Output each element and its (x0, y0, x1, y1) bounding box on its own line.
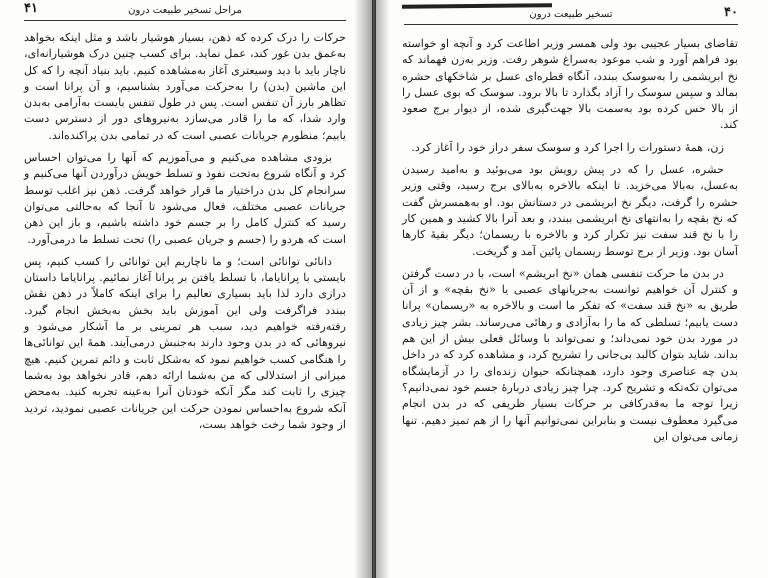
paragraph: تقاضای بسیار عجیبی بود ولی همسر وزیر اطاعت کرد و آنچه او خواسته بود فراهم آورد و شب موعود به‌سراغ شوهر رفت. وزیر به‌زن فهماند که نخ ابریشمی را به‌سوسک ببندد، آنگاه قطره‌ای عسل بر شاخکهای حشره بمالد و سپس سوسک را آزاد بگذارد تا بالا برود. سوسک که بوی عسل را از بالا حس کرده بود به‌سمت بالا جهت‌گیری شده، از دیوار برج صعود کند. (402, 37, 738, 132)
right-page-body (402, 36, 738, 451)
left-page-header (24, 1, 346, 21)
gutter-shadow (376, 0, 390, 578)
paragraph: حرکات را درک کرده که ذهن، بسیار هوشیار باشد و مثل اینکه بخواهد به‌عمق بدن غور کند، عمل نماید. برای کسب چنین درک هوشیارانه‌ای، ناچار باید با دید وسیعتری آغاز به‌مشاهده کنیم. باید بنیاد آنچه را که کل این ماشین (بدن) را به‌حرکت می‌آورد بشناسیم، و آن پرانا است و تظاهر بارز آن تنفس است. پس در طول تنفس بایست به‌آرامی به‌بدن وارد شدا، که ما را قادر می‌سازد به‌نیروهای دور از دسترس دست یابیم؛ منظورم جریانات عصبی است که در تمامی بدن پراکنده‌اند. (24, 31, 346, 142)
paragraph: در بدن ما حرکت تنفسی همان «نخ ابریشم» است، با در دست گرفتن و کنترل آن خواهیم توانست به‌جریانهای عصبی یا «نخ بقچه» و از آن طریق به «نخ قند سفت» که تفکر ما است و بالاخره به «ریسمان» پرانا دست یابیم؛ تسلطی که ما را به‌آزادی و رهائی می‌رساند. بشر چیز زیادی در مورد بدن خود نمی‌داند؛ و نمی‌تواند با وسائل فعلی بیش از این هم بداند. شاید بتوان کالبد بی‌جانی را تشریح کرد، و مشاهده کرد که در داخل بدن چه عناصری وجود دارد، همچنانکه حیوان زنده‌ای را در آزمایشگاه می‌توان تکه‌تکه و تشریح کرد. چرا چیز زیادی دربارهٔ جسم خود نمی‌دانیم؟ زیرا توجه ما به‌قدرکافی بر حرکات بسیار ظریفی که در بدن انجام می‌گیرد معطوف نیست و بنابراین نمی‌توانیم آنها را از هم تمیز دهیم. تنها زمانی می‌توان این (402, 266, 738, 443)
paragraph: دانائی توانائی است؛ و ما ناچاریم این توانائی را کسب کنیم، پس بایستی با پرانایاما، با تسلط یافتن بر پرانا آغاز نمائیم. پرانایاما داستان درازی دارد لذا باید بسیاری تعالیم را برای اینکه کاملاً در ذهن نقش ببندد فراگرفت ولی این آموزش باید بخش به‌بخش انجام گیرد. رفته‌رفته خواهیم دید، سبب هر تمرینی بر ما آشکار می‌شود و نیروهائی که در بدن وجود دارند به‌جنبش درمی‌آیند. همهٔ این توانائی‌ها را هنگامی کسب خواهیم نمود که به‌شکل ثابت و دائم تمرین کنیم. هیچ میزانی از استدلالی که من به‌شما ارائه دهم، قادر نخواهد بود به‌شما چیزی را ثابت کند مگر آنکه خودتان آنرا به‌عینه تجربه کنید. به‌محض آنکه شروع به‌احساس نمودن حرکت این جریانات عصبی نمودید، تردید از وجود شما رخت خواهد بست، (24, 254, 346, 431)
page-number: ۴۱ (24, 1, 38, 16)
running-title: مراحل تسخیر طبیعت درون (128, 5, 242, 16)
running-title: تسخیر طبیعت درون (529, 9, 613, 20)
paragraph: زن، همهٔ دستورات را اجرا کرد و سوسک سفر دراز خود را آغاز کرد. (411, 140, 724, 154)
left-page-body (24, 30, 346, 439)
right-page (376, 0, 768, 578)
left-page (0, 0, 372, 578)
paragraph: حشره، عسل را که در پیش رویش بود می‌بوئید و به‌امید رسیدن به‌عسل، به‌بالا می‌خزید. تا اینکه بالاخره به‌بالای برج رسید، وقتی وزیر حشره را گرفت، دیگر نخ ابریشمی در دستانش بود. او به‌همسرش گفت که نخ بقچه را به‌انتهای نخ ابریشمی ببندد، و بعد آنرا بالا کشید و همین کار را با نخ قند سفت نیز تکرار کرد و بالاخره با ریسمان؛ دیگر بقیهٔ کارها آسان بود. وزیر از برج توسط ریسمان پائین آمد و گریخت. (402, 163, 738, 258)
paragraph: بزودی مشاهده می‌کنیم و می‌آموزیم که آنها را می‌توان احساس کرد و آنگاه شروع به‌تحت نفوذ و تسلط خویش درآوردن آنها می‌کنیم و سرانجام کل بدن دراختیار ما قرار خواهد گرفت. ذهن نیز اغلب توسط جریانات عصبی مختلف، فعال می‌شود تا آنجا که به‌حالتی می‌توان رسید که کنترل کامل را بر جسم خود داشته باشیم، و باز این ذهن است که هردو را (جسم و جریان عصبی را) تحت تسلط ما درمی‌آورد. (24, 151, 346, 246)
gutter-shadow (354, 0, 372, 578)
right-page-header (404, 5, 738, 25)
page-number: ۴۰ (724, 5, 738, 20)
